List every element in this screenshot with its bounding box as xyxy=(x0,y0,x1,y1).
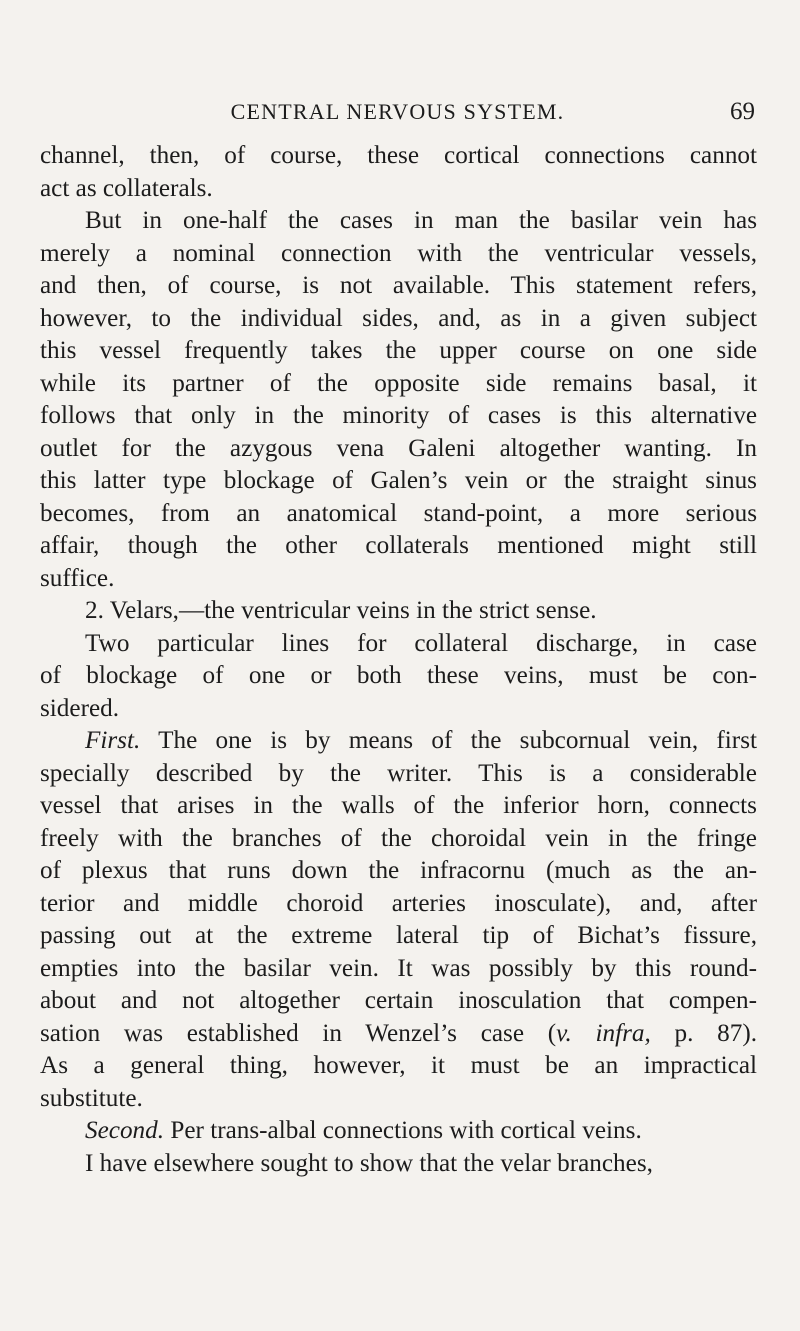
reference-italic: v. infra, xyxy=(556,1019,651,1047)
text-line: freely with the branches of the choroidal vein in the fringe xyxy=(40,824,757,852)
section-lead-first: First. xyxy=(85,727,141,754)
text-line: about and not altogether certain inosculation that compen- xyxy=(40,987,757,1014)
text-line: merely a nominal connection with the ventricular vessels, xyxy=(40,239,757,267)
text-line: this latter type blockage of Galen’s vein or the straight sinus xyxy=(40,467,757,494)
running-head xyxy=(40,92,755,132)
text-line: outlet for the azygous vena Galeni altogether wanting. In xyxy=(40,434,757,462)
text-line: 2. Velars,—the ventricular veins in the strict sense. xyxy=(85,597,597,624)
section-lead-second: Second. xyxy=(85,1117,165,1144)
text-line: affair, though the other collaterals mentioned might still xyxy=(40,532,757,559)
text-line: But in one-half the cases in man the basilar vein has xyxy=(85,207,757,234)
text-line: becomes, from an anatomical stand-point, a more serious xyxy=(40,499,757,527)
text-line: of blockage of one or both these veins, must be con- xyxy=(40,662,757,689)
text-run: The one is by means of the subcornual vein, first xyxy=(158,727,757,754)
text-line: sidered. xyxy=(40,694,120,722)
text-line: act as collaterals. xyxy=(40,174,213,202)
text-line: terior and middle choroid arteries inosculate), and, after xyxy=(40,889,757,917)
text-line: Two particular lines for collateral discharge, in case xyxy=(85,629,757,657)
text-line: empties into the basilar vein. It was possibly by this round- xyxy=(40,954,757,982)
text-line: substitute. xyxy=(40,1084,143,1112)
text-run: Per trans-albal connections with cortical veins. xyxy=(170,1117,642,1144)
body-text xyxy=(40,140,757,1180)
text-line: specially described by the writer. This is a considerable xyxy=(40,759,757,787)
text-line: channel, then, of course, these cortical connections cannot xyxy=(40,142,757,169)
text-line: and then, of course, is not available. This statement refers, xyxy=(40,272,757,299)
running-title: CENTRAL NERVOUS SYSTEM. xyxy=(230,99,565,124)
text-run: sation was established in Wenzel’s case ( xyxy=(40,1019,557,1047)
text-line: As a general thing, however, it must be an impractical xyxy=(40,1052,757,1079)
text-line xyxy=(40,1115,757,1148)
text-line: vessel that arises in the walls of the inferior horn, connects xyxy=(40,792,757,819)
text-line: suffice. xyxy=(40,564,115,592)
page-number: 69 xyxy=(730,98,755,125)
text-line xyxy=(40,1018,757,1051)
text-line: this vessel frequently takes the upper course on one side xyxy=(40,337,757,364)
text-line: while its partner of the opposite side remains basal, it xyxy=(40,369,757,397)
text-line: I have elsewhere sought to show that the velar branches, xyxy=(85,1149,653,1177)
text-line: follows that only in the minority of cases is this alternative xyxy=(40,402,757,429)
text-line: passing out at the extreme lateral tip of Bichat’s fissure, xyxy=(40,922,757,949)
text-line: however, to the individual sides, and, as in a given subject xyxy=(40,304,757,332)
text-line: of plexus that runs down the infracornu (much as the an- xyxy=(40,857,757,884)
text-run: p. 87). xyxy=(674,1019,758,1047)
text-line xyxy=(40,725,757,758)
